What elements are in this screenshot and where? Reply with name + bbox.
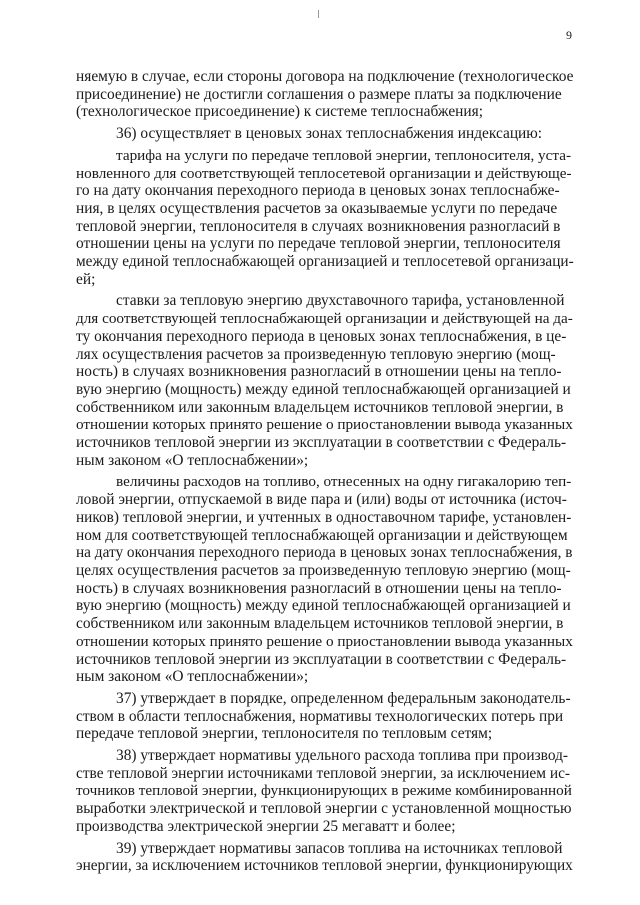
text-line: источников тепловой энергии из эксплуатации в соответствии с Федераль-	[76, 434, 567, 452]
text-line: вую энергию (мощность) между единой теплоснабжающей организацией и	[76, 380, 571, 398]
text-line: 37) утверждает в порядке, определенном федеральным законодатель-	[116, 689, 571, 707]
text-line: го на дату окончания переходного периода в ценовых зонах теплоснабже-	[76, 182, 560, 200]
text-line: ния, в целях осуществления расчетов за оказываемые услуги по передаче	[76, 199, 558, 217]
text-line: 36) осуществляет в ценовых зонах теплоснабжения индексацию:	[116, 125, 543, 143]
text-line: выработки электрической и тепловой энергии с установленной мощностью	[76, 800, 572, 818]
text-line: ность) в случаях возникновения разногласий в отношении цены на тепло-	[76, 579, 562, 597]
text-line: отношении которых принято решение о приостановлении вывода указанных	[76, 632, 573, 650]
paragraph	[76, 68, 574, 121]
text-line: ловой энергии, отпускаемой в виде пара и (или) воды от источника (источ-	[76, 491, 567, 509]
text-line: 39) утверждает нормативы запасов топлива на источниках тепловой	[116, 839, 563, 857]
paragraph	[76, 747, 574, 836]
paragraph	[76, 690, 574, 743]
text-line: ством в области теплоснабжения, нормативы технологических потерь при	[76, 707, 564, 725]
text-line: ту окончания переходного периода в ценовых зонах теплоснабжения, в це-	[76, 327, 567, 345]
text-line: новленного для соответствующей теплосетевой организации и действующе-	[76, 164, 572, 182]
text-line: тарифа на услуги по передаче тепловой энергии, теплоносителя, уста-	[116, 146, 572, 164]
text-line: ность) в случаях возникновения разногласий в отношении цены на тепло-	[76, 363, 562, 381]
document-body	[76, 68, 574, 879]
text-line: целях осуществления расчетов за произведенную тепловую энергию (мощ-	[76, 561, 571, 579]
text-line: энергии, за исключением источников тепловой энергии, функционирующих	[76, 857, 573, 875]
text-line: ставки за тепловую энергию двухставочного тарифа, установленной	[116, 292, 565, 310]
text-line: величины расходов на топливо, отнесенных на одну гигакалорию теп-	[116, 473, 572, 491]
text-line: 38) утверждает нормативы удельного расхода топлива при производ-	[116, 747, 569, 765]
paragraph	[76, 473, 574, 685]
text-line: источников тепловой энергии из эксплуатации в соответствии с Федераль-	[76, 650, 567, 668]
text-line: собственником или законным владельцем источников тепловой энергии, в	[76, 615, 564, 633]
text-line: присоединение) не достигли соглашения о размере платы за подключение	[76, 85, 562, 103]
text-line: лях осуществления расчетов за произведенную тепловую энергию (мощ-	[76, 345, 556, 363]
text-line: передаче тепловой энергии, теплоносителя по тепловым сетям;	[76, 725, 493, 743]
paragraph	[76, 840, 574, 875]
text-line: точников тепловой энергии, функционирующих в режиме комбинированной	[76, 782, 572, 800]
text-line: ным законом «О теплоснабжении»;	[76, 668, 309, 686]
text-line: для соответствующей теплоснабжающей организации и действующей на да-	[76, 310, 573, 328]
text-line: стве тепловой энергии источниками тепловой энергии, за исключением ис-	[76, 764, 571, 782]
text-line: собственником или законным владельцем источников тепловой энергии, в	[76, 398, 564, 416]
text-line: отношении цены на услуги по передаче тепловой энергии, теплоносителя	[76, 235, 561, 253]
text-line: между единой теплоснабжающей организацией и теплосетевой организаци-	[76, 253, 574, 271]
page-number: 9	[566, 28, 572, 42]
text-line: вую энергию (мощность) между единой теплоснабжающей организацией и	[76, 597, 571, 615]
scan-center-mark	[318, 10, 319, 18]
text-line: ном для соответствующей теплоснабжающей организации и действующем	[76, 526, 568, 544]
paragraph	[76, 147, 574, 289]
text-line: тепловой энергии, теплоносителя в случаях возникновения разногласий в	[76, 217, 561, 235]
text-line: производства электрической энергии 25 мегаватт и более;	[76, 817, 456, 835]
text-line: (технологическое присоединение) к системе теплоснабжения;	[76, 103, 483, 121]
text-line: ников) тепловой энергии, и учтенных в одноставочном тарифе, установлен-	[76, 508, 572, 526]
text-line: отношении которых принято решение о приостановлении вывода указанных	[76, 416, 573, 434]
text-line: няемую в случае, если стороны договора на подключение (технологическое	[76, 68, 574, 85]
text-line: на дату окончания переходного периода в ценовых зонах теплоснабжения, в	[76, 544, 573, 562]
paragraph	[76, 125, 574, 143]
text-line: ей;	[76, 270, 96, 288]
text-line: ным законом «О теплоснабжении»;	[76, 451, 309, 469]
paragraph	[76, 292, 574, 469]
